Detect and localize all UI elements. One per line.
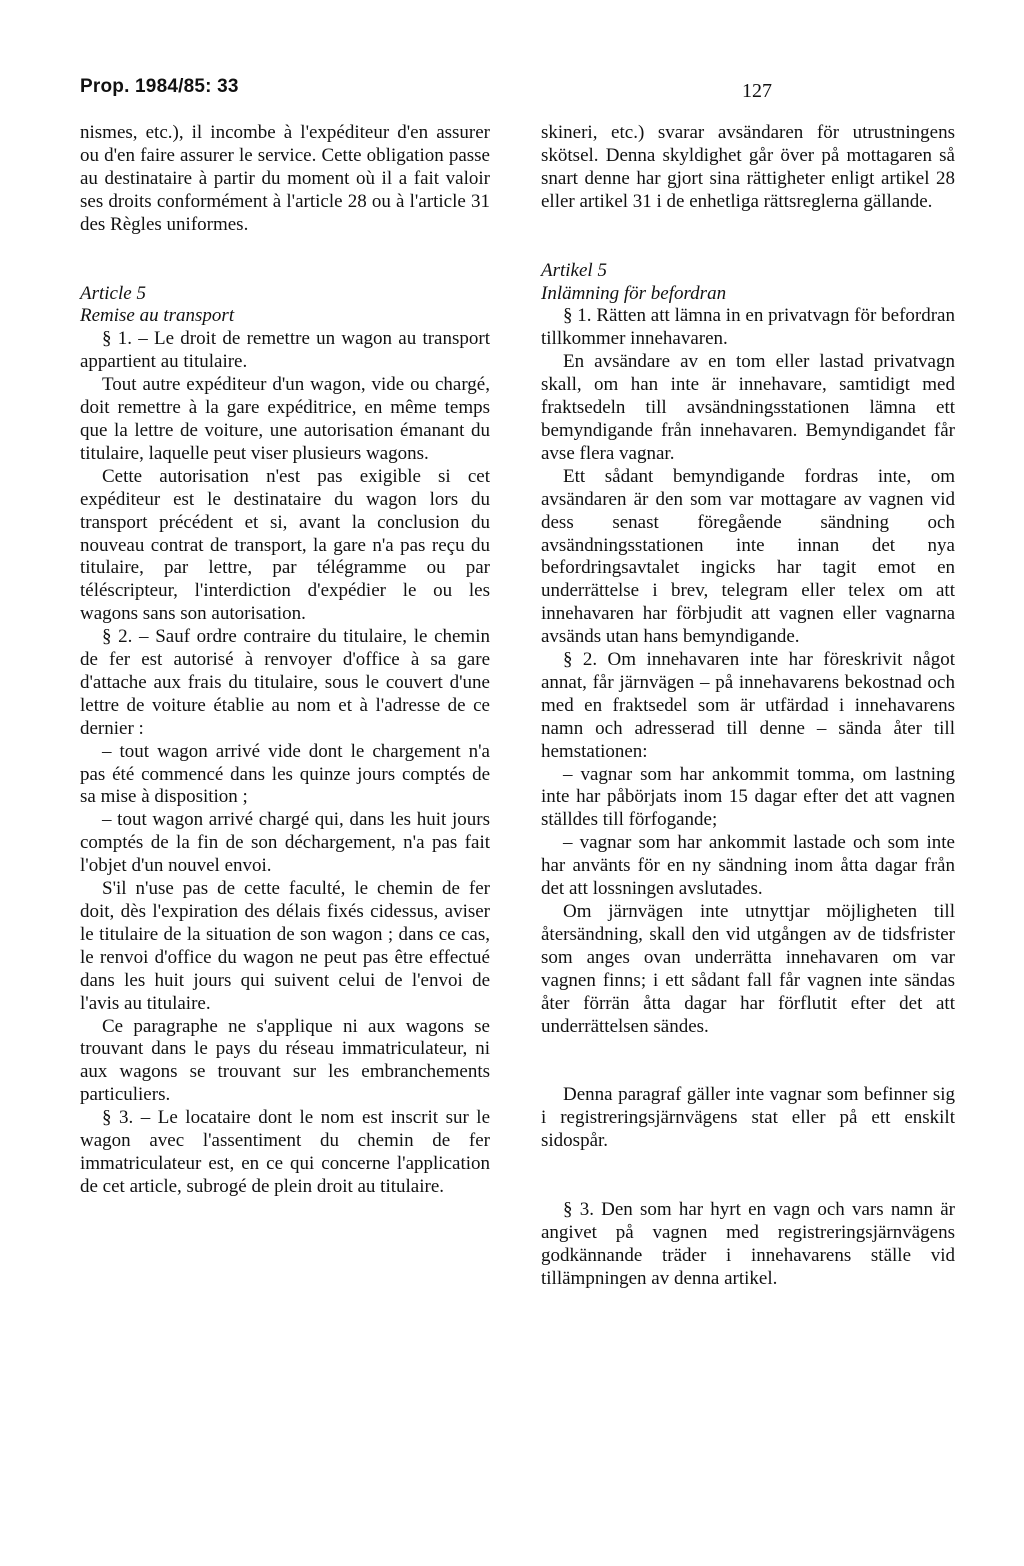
swedish-list-item-2: – vagnar som har ankommit lastade och som inte har använts för en ny sändning inom åtta dagar från det att lossningen avslutades. <box>541 832 955 900</box>
french-paragraph-5: S'il n'use pas de cette faculté, le chemin de fer doit, dès l'expiration des délais fixés cidessus, aviser le titulaire de la situation de son wagon ; dans ce cas, le renvoi d'office du wagon ne peut pas être effectué dans les huit jours qui suivent celui de l'envoi de l'avis au titulaire. <box>80 878 490 1014</box>
swedish-paragraph-2: En avsändare av en tom eller lastad privatvagn skall, om han inte är innehavare, samtidigt med fraktsedeln till avsändningsstationen lämna ett bemyndigande från innehavaren. Bemyndigandet får avse flera vagnar. <box>541 351 955 464</box>
french-paragraph-continued: nismes, etc.), il incombe à l'expéditeur d'en assurer ou d'en faire assurer le service. Cette obligation passe au destinataire à partir du moment où il a fait valoir ses droits conformément à l'article 28 ou à l'article 31 des Règles uniformes. <box>80 122 490 235</box>
french-paragraph-7: § 3. – Le locataire dont le nom est inscrit sur le wagon avec l'assentiment du chemin de fer immatriculateur est, en ce qui concerne l'application de cet article, subrogé de plein droit au titulaire. <box>80 1107 490 1197</box>
swedish-paragraph-6: Denna paragraf gäller inte vagnar som befinner sig i registreringsjärnvägens stat eller på ett enskilt sidospår. <box>541 1084 955 1152</box>
swedish-article-number: Artikel 5 <box>541 259 607 281</box>
swedish-paragraph-4: § 2. Om innehavaren inte har föreskrivit något annat, får järnvägen – på innehavarens bekostnad och med en fraktsedel som är utfärdad i innehavarens namn och adresserad till denne – sända åter till hemstationen: <box>541 649 955 762</box>
swedish-paragraph-3: Ett sådant bemyndigande fordras inte, om avsändaren är den som var mottagare av vagnen vid dess senast föregående sändning och avsändningsstationen inte innan det nya befordringsavtalet ingicks har tagit emot en underrättelse i brev, telegram eller telex om att innehavaren har förbjudit att vagnen eller vagnarna avsänds utan hans bemyndigande. <box>541 465 955 648</box>
page-number: 127 <box>742 80 772 102</box>
swedish-paragraph-continued: skineri, etc.) svarar avsändaren för utrustningens skötsel. Denna skyldighet går över på mottagaren så snart denne har gjort sina rättigheter enligt artikel 28 eller artikel 31 i de enhetliga rättsreglerna gällande. <box>541 122 955 212</box>
swedish-paragraph-7: § 3. Den som har hyrt en vagn och vars namn är angivet på vagnen med registreringsjärnvägens godkännande träder i innehavarens ställe vid tillämpningen av denna artikel. <box>541 1199 955 1289</box>
swedish-article-heading: Inlämning för befordran <box>541 282 727 304</box>
french-list-item-1: – tout wagon arrivé vide dont le chargement n'a pas été commencé dans les quinze jours comptés de sa mise à disposition ; <box>80 740 490 808</box>
french-paragraph-6: Ce paragraphe ne s'applique ni aux wagons se trouvant dans le pays du réseau immatriculateur, ni aux wagons se trouvant sur les embranchements particuliers. <box>80 1015 490 1106</box>
french-paragraph-1: § 1. – Le droit de remettre un wagon au transport appartient au titulaire. <box>80 328 490 373</box>
french-article-heading: Remise au transport <box>80 305 235 327</box>
french-column <box>80 122 490 1199</box>
french-list-item-2: – tout wagon arrivé chargé qui, dans les huit jours comptés de la fin de son déchargement, n'a pas fait l'objet d'un nouvel envoi. <box>80 809 490 877</box>
french-paragraph-3: Cette autorisation n'est pas exigible si cet expéditeur est le destinataire du wagon lors du transport précédent et si, avant la conclusion du nouveau contrat de transport, la gare n'a pas reçu du titulaire, par lettre, par télégramme ou par téléscripteur, l'interdiction d'expédier le ou les wagons sans son autorisation. <box>80 465 490 625</box>
french-article-number: Article 5 <box>80 282 146 304</box>
swedish-paragraph-1: § 1. Rätten att lämna in en privatvagn för befordran tillkommer innehavaren. <box>541 305 955 350</box>
french-paragraph-4: § 2. – Sauf ordre contraire du titulaire, le chemin de fer est autorisé à renvoyer d'office à sa gare d'attache aux frais du titulaire, sous le couvert d'une lettre de voiture établie au nom et à l'adresse de ce dernier : <box>80 626 490 739</box>
swedish-paragraph-5: Om järnvägen inte utnyttjar möjligheten till återsändning, skall den vid utgången av de tidsfrister som anges ovan underrätta innehavaren om var vagnen finns; i ett sådant fall får vagnen inte sändas åter förrän åtta dagar har förflutit efter det att underrättelsen sändes. <box>541 901 955 1037</box>
document-reference: Prop. 1984/85: 33 <box>80 76 239 97</box>
french-paragraph-2: Tout autre expéditeur d'un wagon, vide ou chargé, doit remettre à la gare expéditrice, en même temps que la lettre de voiture, une autorisation émanant du titulaire, laquelle peut viser plusieurs wagons. <box>80 374 490 464</box>
swedish-column <box>541 122 955 1291</box>
swedish-list-item-1: – vagnar som har ankommit tomma, om lastning inte har påbörjats inom 15 dagar efter det att vagnen ställdes till förfogande; <box>541 763 955 831</box>
